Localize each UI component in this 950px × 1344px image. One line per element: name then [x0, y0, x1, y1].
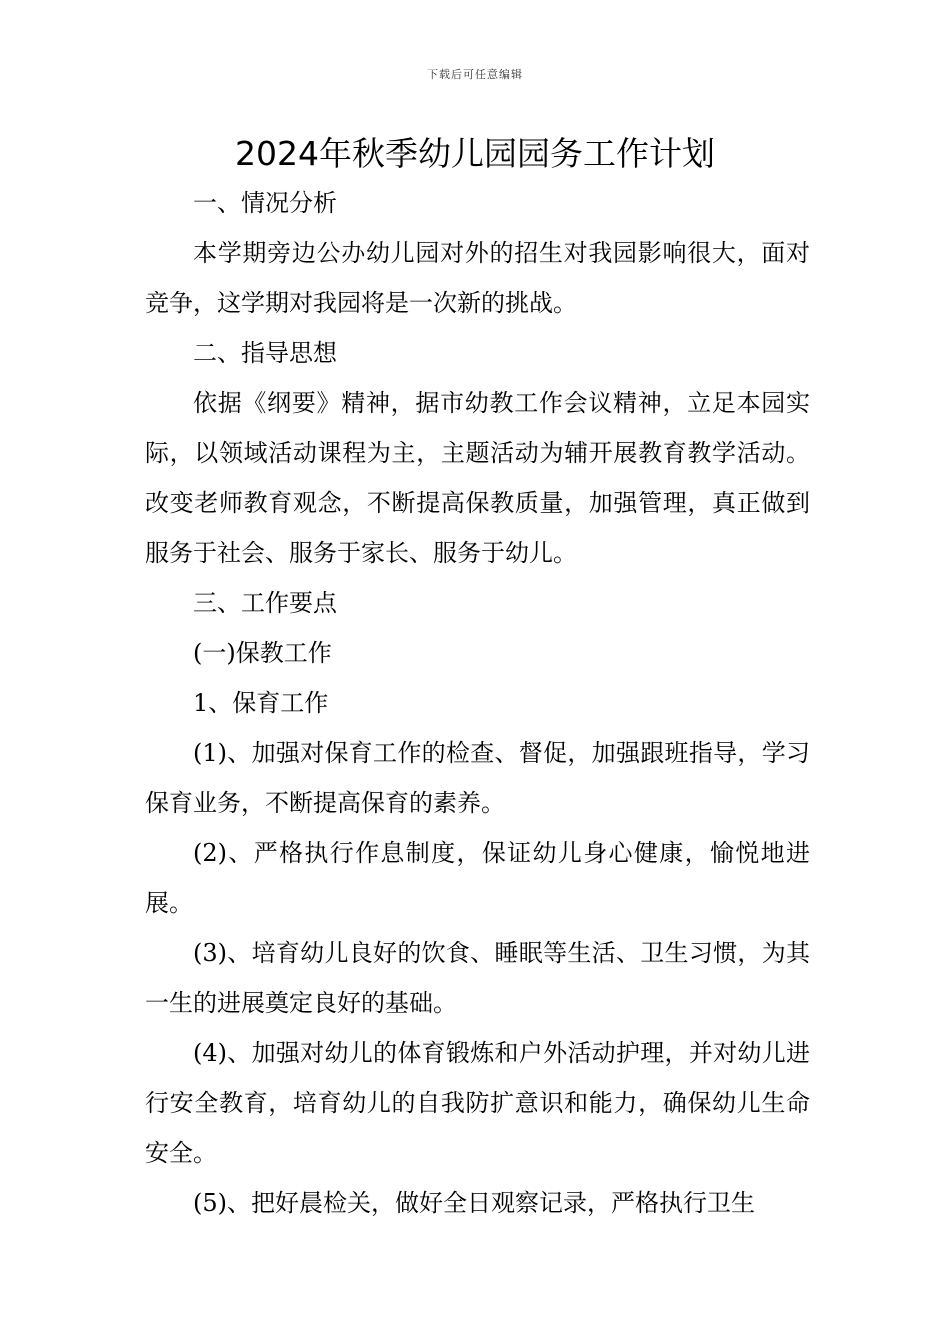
- section-heading-situation: 一、情况分析: [193, 189, 337, 217]
- section-heading-key-points: 三、工作要点: [193, 589, 337, 617]
- subheading-nursing-work: 1、保育工作: [193, 689, 329, 717]
- list-item-1: (1)、加强对保育工作的检查、督促，加强跟班指导，学习保育业务，不断提高保育的素养。: [145, 739, 810, 817]
- section-heading-guiding-idea: 二、指导思想: [193, 339, 337, 367]
- list-item-3: (3)、培育幼儿良好的饮食、睡眠等生活、卫生习惯，为其一生的进展奠定良好的基础。: [145, 939, 810, 1017]
- document-title: 2024年秋季幼儿园园务工作计划: [235, 134, 715, 173]
- list-item-2: (2)、严格执行作息制度，保证幼儿身心健康，愉悦地进展。: [145, 839, 810, 917]
- list-item-5: (5)、把好晨检关，做好全日观察记录，严格执行卫生: [193, 1189, 755, 1217]
- document-body: [145, 178, 810, 1228]
- paragraph-guiding-idea: 依据《纲要》精神，据市幼教工作会议精神，立足本园实际，以领域活动课程为主，主题活动为辅开展教育教学活动。改变老师教育观念，不断提高保教质量，加强管理，真正做到服务于社会、服务于家长、服务于幼儿。: [145, 389, 810, 567]
- page-header-note: 下载后可任意编辑: [427, 68, 523, 81]
- paragraph-situation: 本学期旁边公办幼儿园对外的招生对我园影响很大，面对竞争，这学期对我园将是一次新的挑战。: [145, 239, 810, 317]
- list-item-4: (4)、加强对幼儿的体育锻炼和户外活动护理，并对幼儿进行安全教育，培育幼儿的自我防扩意识和能力，确保幼儿生命安全。: [145, 1039, 810, 1167]
- subheading-care-education: (一)保教工作: [193, 639, 332, 667]
